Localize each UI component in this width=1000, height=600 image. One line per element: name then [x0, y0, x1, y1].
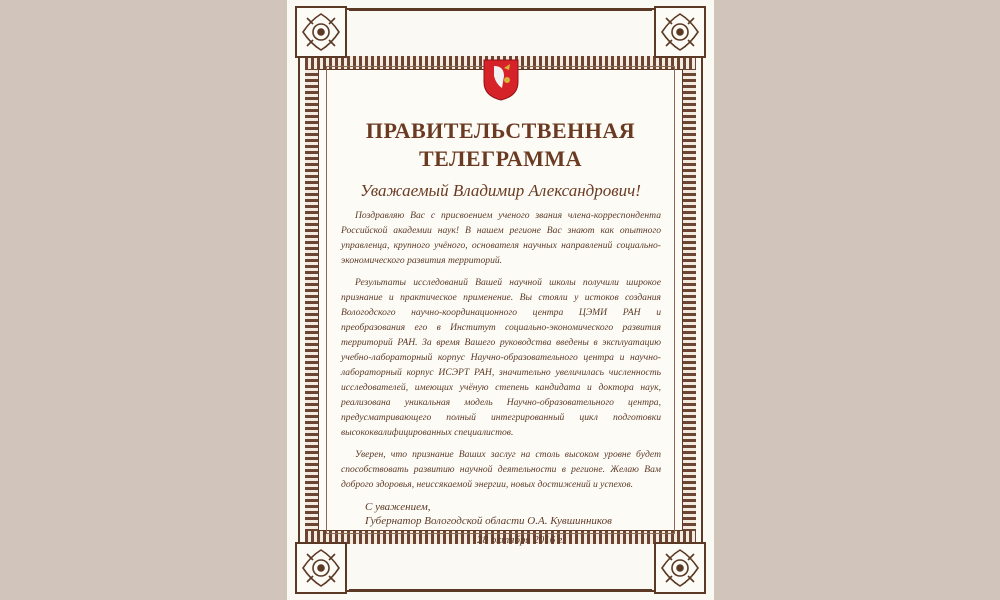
page-subtitle: ТЕЛЕГРАММА [418, 146, 583, 171]
ornament-corner-icon [654, 542, 706, 594]
signature-block [365, 500, 612, 528]
divider [349, 589, 652, 590]
divider [349, 10, 652, 11]
paragraph: Поздравляю Вас с присвоением ученого звания члена-корреспондента Российской академии наук! В нашем регионе Вас знают как опытного управленца, крупного учёного, основателя научных направлений социально-экономического развития территорий. [341, 210, 661, 266]
page-title: ПРАВИТЕЛЬСТВЕННАЯ [365, 118, 636, 143]
paragraph: Результаты исследований Вашей научной школы получили широкое признание и практическое применение. Вы стояли у истоков создания Вологодского научно-координационного центра ЦЭМИ РАН и преобразования его в Институт социально-экономического развития территорий РАН. За время Вашего руководства введены в эксплуатацию учебно-лабораторный корпус Научно-образовательного центра и научно-лабораторный корпус ИСЭРТ РАН, значительно увеличилась численность исследователей, имеющих учёную степень кандидата и доктора наук, реализована уникальная модель Научно-образовательного центра, предусматривающего полный интегрированный цикл подготовки высококвалифицированных специалистов. [341, 277, 661, 438]
ornament-corner-icon [295, 542, 347, 594]
ornament-corner-icon [654, 6, 706, 58]
ornament-corner-icon [295, 6, 347, 58]
coat-of-arms-icon [482, 58, 520, 102]
paragraph: Уверен, что признание Ваших заслуг на столь высоком уровне будет способствовать развитию научной деятельности в регионе. Желаю Вам доброго здоровья, неиссякаемой энергии, новых достижений и успехов. [341, 449, 661, 490]
greeting: Уважаемый Владимир Александрович! [360, 181, 641, 200]
date: 28 октября 2016 г. [477, 534, 565, 546]
letter-body [341, 208, 661, 499]
telegram-sheet [287, 0, 714, 600]
signature: Губернатор Вологодской области О.А. Кувшинников [365, 515, 612, 527]
closing: С уважением, [365, 501, 431, 513]
